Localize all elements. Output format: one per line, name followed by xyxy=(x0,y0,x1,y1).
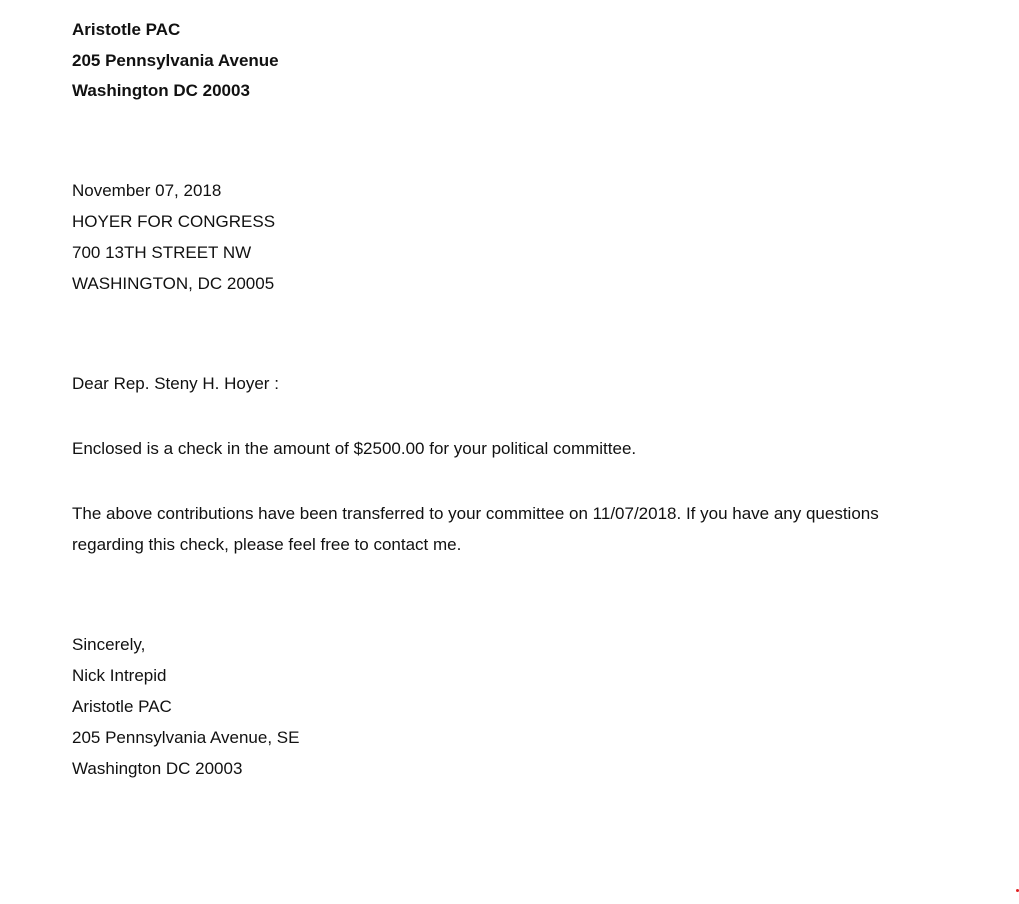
signer-city: Washington DC 20003 xyxy=(72,759,243,778)
recipient-street: 700 13TH STREET NW xyxy=(72,243,252,262)
sender-name: Aristotle PAC xyxy=(72,20,181,39)
sender-city: Washington DC 20003 xyxy=(72,81,250,100)
sender-street: 205 Pennsylvania Avenue xyxy=(72,51,279,70)
salutation: Dear Rep. Steny H. Hoyer : xyxy=(72,374,279,393)
body-paragraph-2: The above contributions have been transferred to your committee on 11/07/2018. If you have any questions regarding this check, please feel free to contact me. xyxy=(72,504,879,554)
recipient-city: WASHINGTON, DC 20005 xyxy=(72,274,275,293)
valediction: Sincerely, xyxy=(72,635,146,654)
signer-street: 205 Pennsylvania Avenue, SE xyxy=(72,728,300,747)
letter-date: November 07, 2018 xyxy=(72,181,222,200)
recipient-name: HOYER FOR CONGRESS xyxy=(72,212,276,231)
signer-organization: Aristotle PAC xyxy=(72,697,172,716)
signer-name: Nick Intrepid xyxy=(72,666,167,685)
body-paragraph-1: Enclosed is a check in the amount of $2500.00 for your political committee. xyxy=(72,439,637,458)
